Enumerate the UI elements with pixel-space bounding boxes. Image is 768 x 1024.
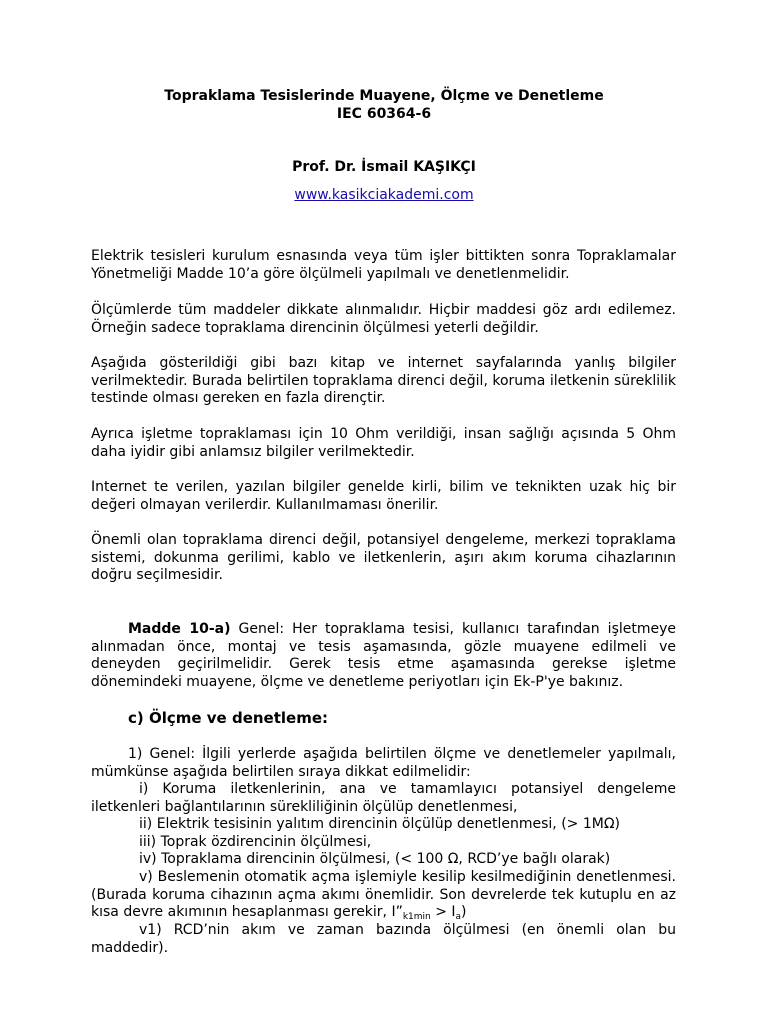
author-name: Prof. Dr. İsmail KAŞIKÇI: [292, 159, 476, 175]
list-item-6: v1) RCD’nin akım ve zaman bazında ölçülmesi (en önemli olan bu maddedir).: [91, 922, 676, 956]
website-line: [0, 186, 768, 204]
paragraph-1: Elektrik tesisleri kurulum esnasında veya tüm işler bittikten sonra Topraklamalar Yönetmeliği Madde 10’a göre ölçülmeli yapılmalı ve denetlenmelidir.: [91, 248, 676, 282]
list-item-1: i) Koruma iletkenlerinin, ana ve tamamlayıcı potansiyel dengeleme iletkenleri bağlantılarının sürekliliğinin ölçülüp denetlenmesi,: [91, 781, 676, 815]
document-title: Topraklama Tesislerinde Muayene, Ölçme ve Denetleme: [164, 88, 604, 104]
madde-10a-paragraph: [91, 621, 676, 691]
paragraph-2: Ölçümlerde tüm maddeler dikkate alınmalıdır. Hiçbir maddesi göz ardı edilemez. Örneğin sadece topraklama direncinin ölçülmesi yeterli değildir.: [91, 302, 676, 336]
paragraph-3: Aşağıda gösterildiği gibi bazı kitap ve internet sayfalarında yanlış bilgiler verilmektedir. Burada belirtilen topraklama direnci değil, koruma iletkenin süreklilik testinde olması gereken en fazla dirençtir.: [91, 355, 677, 407]
website-link[interactable]: www.kasikciakademi.com: [294, 187, 474, 203]
list-item-2: ii) Elektrik tesisinin yalıtım direncinin ölçülüp denetlenmesi, (> 1MΩ): [139, 816, 620, 832]
standard-code: IEC 60364-6: [336, 106, 432, 122]
list-item-4: iv) Topraklama direncinin ölçülmesi, (< 100 Ω, RCD’ye bağlı olarak): [139, 851, 611, 867]
paragraph-5: Internet te verilen, yazılan bilgiler genelde kirli, bilim ve teknikten uzak hiç bir değeri olmayan verilerdir. Kullanılmaması önerilir.: [91, 479, 676, 513]
section-c-intro: 1) Genel: İlgili yerlerde aşağıda belirtilen ölçme ve denetlemeler yapılmalı, mümkünse aşağıda belirtilen sıraya dikkat edilmelidir:: [91, 746, 676, 780]
subscript-a: a: [455, 912, 462, 923]
madde-label: Madde 10-a): [128, 621, 231, 637]
paragraph-4: Ayrıca işletme topraklaması için 10 Ohm verildiği, insan sağlığı açısında 5 Ohm daha iyidir gibi anlamsız bilgiler verilmektedir.: [91, 426, 676, 460]
section-c-heading: c) Ölçme ve denetleme:: [128, 709, 329, 727]
list-item-5: v) Beslemenin otomatik açma işlemiyle kesilip kesilmediğinin denetlenmesi. (Burada koruma cihazının açma akımı önemlidir. Son devrelerde tek kutuplu en az kısa devre akımının hesaplanması gerekir, $I”_{k1min} > I_a$): [91, 869, 676, 923]
subscript-k1min: k1min: [402, 912, 431, 923]
madde-text: Genel: Her topraklama tesisi, kullanıcı tarafından işletmeye alınmadan önce, montaj ve tesis aşamasında, gözle muayene edilmeli ve deneyden geçirilmelidir. Gerek tesis etme aşamasında gerekse işletme dönemindeki muayene, ölçme ve denetleme periyotları için Ek-P'ye bakınız.: [91, 621, 677, 690]
list-item-3: iii) Toprak özdirencinin ölçülmesi,: [139, 834, 372, 850]
paragraph-6: Önemli olan topraklama direnci değil, potansiyel dengeleme, merkezi topraklama sistemi, dokunma gerilimi, kablo ve iletkenlerin, aşırı akım koruma cihazlarının doğru seçilmesidir.: [91, 532, 676, 584]
